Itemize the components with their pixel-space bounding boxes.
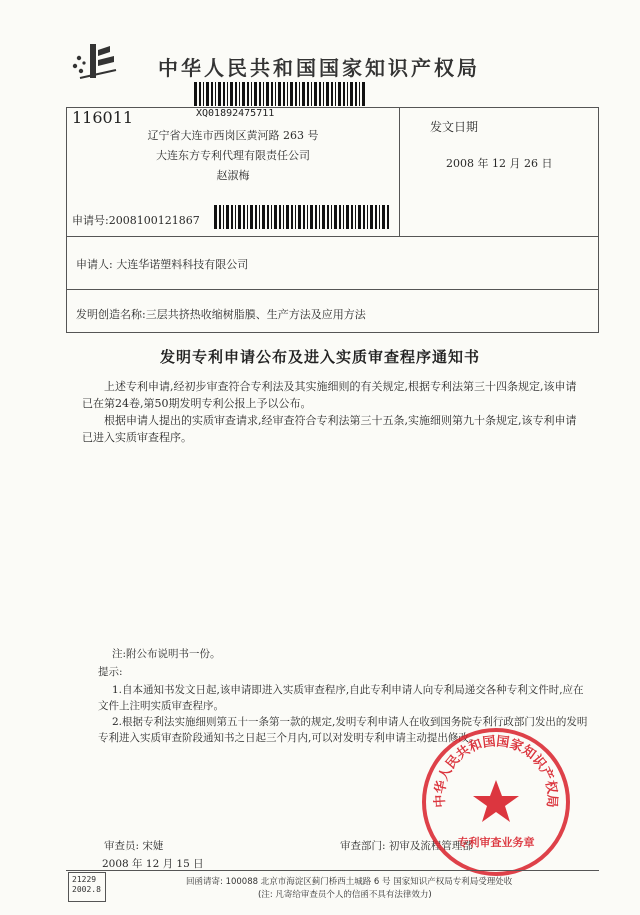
- agency-firm-name: 大连东方专利代理有限责任公司: [156, 149, 310, 162]
- notice-paragraph-examination: 根据申请人提出的实质审查请求,经审查符合专利法第三十五条,实施细则第九十条规定,该专利申请已进入实质审查程序。: [82, 414, 577, 444]
- form-code: [68, 872, 106, 902]
- return-address: 回函请寄: 100088 北京市海淀区蓟门桥西土城路 6 号 国家知识产权局专利局受理处收: [186, 877, 513, 887]
- tracking-barcode: [192, 82, 368, 106]
- footer-divider: [66, 870, 599, 871]
- notice-title: 发明专利申请公布及进入实质审查程序通知书: [159, 348, 480, 366]
- issue-date-value: 2008 年 12 月 26 日: [446, 157, 553, 170]
- hint-label: 提示:: [98, 666, 123, 678]
- seal-subtext: 专利审查业务章: [457, 836, 535, 849]
- form-code-number: 21229: [72, 875, 97, 884]
- issue-date-label: 发文日期: [430, 120, 479, 134]
- form-code-version: 2002.8: [72, 885, 101, 894]
- recipient-name: 赵淑梅: [216, 169, 250, 182]
- attachment-note: 注:附公布说明书一份。: [112, 648, 221, 660]
- address-line: 辽宁省大连市西岗区黄河路 263 号: [147, 129, 319, 142]
- application-barcode: [212, 205, 392, 229]
- signature-date: 2008 年 12 月 15 日: [102, 858, 204, 870]
- agency-name: 中华人民共和国国家知识产权局: [158, 56, 480, 80]
- invention-title: 发明创造名称:三层共挤热收缩树脂膜、生产方法及应用方法: [76, 308, 366, 321]
- issue-date-box: [399, 107, 599, 237]
- hint-item-2: 2.根据专利法实施细则第五十一条第一款的规定,发明专利申请人在收到国务院专利行政部门发出的发明专利进入实质审查阶段通知书之日起三个月内,可以对发明专利申请主动提出修改。: [98, 716, 588, 744]
- official-seal-stamp: [418, 724, 574, 880]
- application-number: 申请号:2008100121867: [72, 214, 200, 227]
- examining-department: 审查部门: 初审及流程管理部: [340, 840, 473, 852]
- examiner-name: 审查员: 宋婕: [104, 840, 164, 852]
- applicant-name: 申请人: 大连华诺塑料科技有限公司: [76, 258, 249, 271]
- notice-paragraph-publication: 上述专利申请,经初步审查符合专利法及其实施细则的有关规定,根据专利法第三十四条规定,该申请已在第24卷,第50期发明专利公报上予以公布。: [82, 380, 577, 410]
- legal-note: (注: 凡寄给审查员个人的信函不具有法律效力): [258, 890, 432, 900]
- seal-text: 中华人民共和国国家知识产权局: [432, 734, 560, 809]
- tracking-barcode-number: XQ01892475711: [196, 108, 275, 119]
- sipo-logo-icon: [70, 40, 120, 82]
- hint-item-1: 1.自本通知书发文日起,该申请即进入实质审查程序,自此专利申请人向专利局递交各种专利文件时,应在文件上注明实质审查程序。: [98, 684, 584, 712]
- postal-code: 116011: [72, 108, 134, 127]
